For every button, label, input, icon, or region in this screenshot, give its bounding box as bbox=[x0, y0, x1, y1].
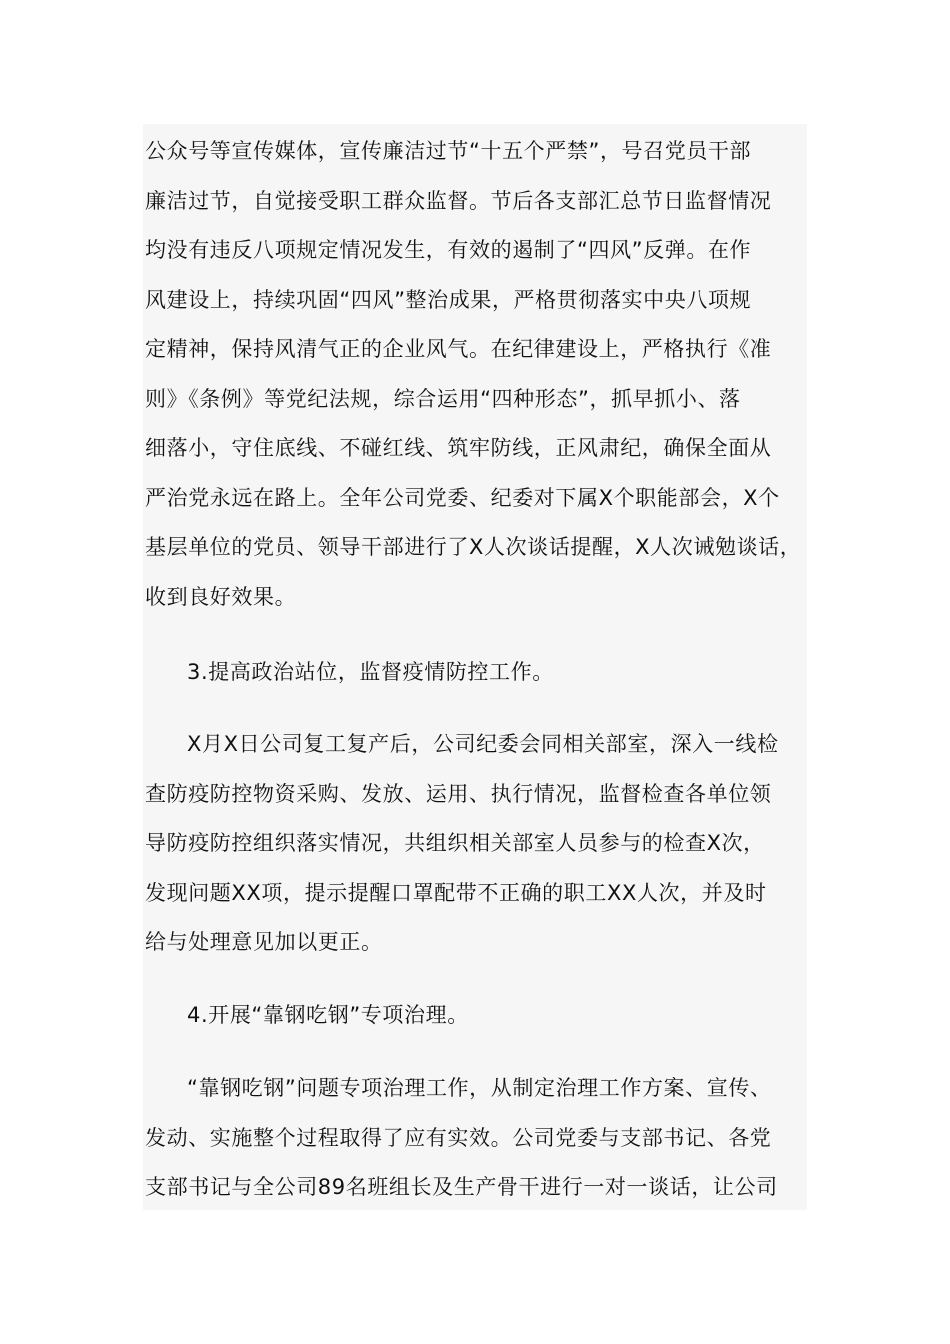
paragraph-steel-governance bbox=[145, 1064, 845, 1213]
paragraph-line: 查防疫防控物资采购、发放、运用、执行情况，监督检查各单位领 bbox=[145, 781, 772, 806]
section-heading-steel-governance bbox=[145, 991, 887, 1041]
paragraph-line: 细落小，守住底线、不碰红线、筑牢防线，正风肃纪，确保全面从 bbox=[145, 436, 772, 460]
paragraph-line: 收到良好效果。 bbox=[145, 584, 297, 609]
paragraph-line: 严治党永远在路上。全年公司党委、纪委对下属X个职能部会，X个 bbox=[145, 485, 780, 510]
paragraph-line: “靠钢吃钢”问题专项治理工作，从制定治理工作方案、宣传、 bbox=[187, 1076, 772, 1100]
section-heading-epidemic bbox=[145, 648, 887, 698]
paragraph-line: 定精神，保持风清气正的企业风气。在纪律建设上，严格执行《准 bbox=[145, 337, 772, 361]
paragraph-line: 基层单位的党员、领导干部进行了X人次谈话提醒，X人次诫勉谈话， bbox=[145, 535, 802, 559]
paragraph-line: 则》《条例》等党纪法规，综合运用“四种形态”，抓早抓小、落 bbox=[145, 386, 741, 411]
paragraph-line: 廉洁过节，自觉接受职工群众监督。节后各支部汇总节日监督情况 bbox=[145, 188, 772, 213]
paragraph-line: 风建设上，持续巩固“四风”整治成果，严格贯彻落实中央八项规 bbox=[145, 287, 752, 312]
paragraph-line: X月X日公司复工复产后，公司纪委会同相关部室，深入一线检 bbox=[187, 732, 779, 756]
paragraph-epidemic-supervision bbox=[145, 720, 845, 968]
heading-text: 4.开展“靠钢吃钢”专项治理。 bbox=[187, 1003, 469, 1027]
paragraph-line: 公众号等宣传媒体，宣传廉洁过节“十五个严禁”，号召党员干部 bbox=[145, 139, 752, 163]
paragraph-line: 支部书记与全公司89名班组长及生产骨干进行一对一谈话，让公司 bbox=[145, 1175, 778, 1199]
paragraph-line: 均没有违反八项规定情况发生，有效的遏制了“四风”反弹。在作 bbox=[145, 238, 752, 262]
paragraph-line: 给与处理意见加以更正。 bbox=[145, 930, 383, 954]
paragraph-line: 导防疫防控组织落实情况，共组织相关部室人员参与的检查X次， bbox=[145, 831, 765, 855]
paragraph-line: 发动、实施整个过程取得了应有实效。公司党委与支部书记、各党 bbox=[145, 1125, 772, 1150]
paragraph-line: 发现问题XX项，提示提醒口罩配带不正确的职工XX人次，并及时 bbox=[145, 880, 767, 905]
paragraph-supervision-discipline bbox=[145, 127, 845, 622]
heading-text: 3.提高政治站位，监督疫情防控工作。 bbox=[187, 660, 554, 684]
